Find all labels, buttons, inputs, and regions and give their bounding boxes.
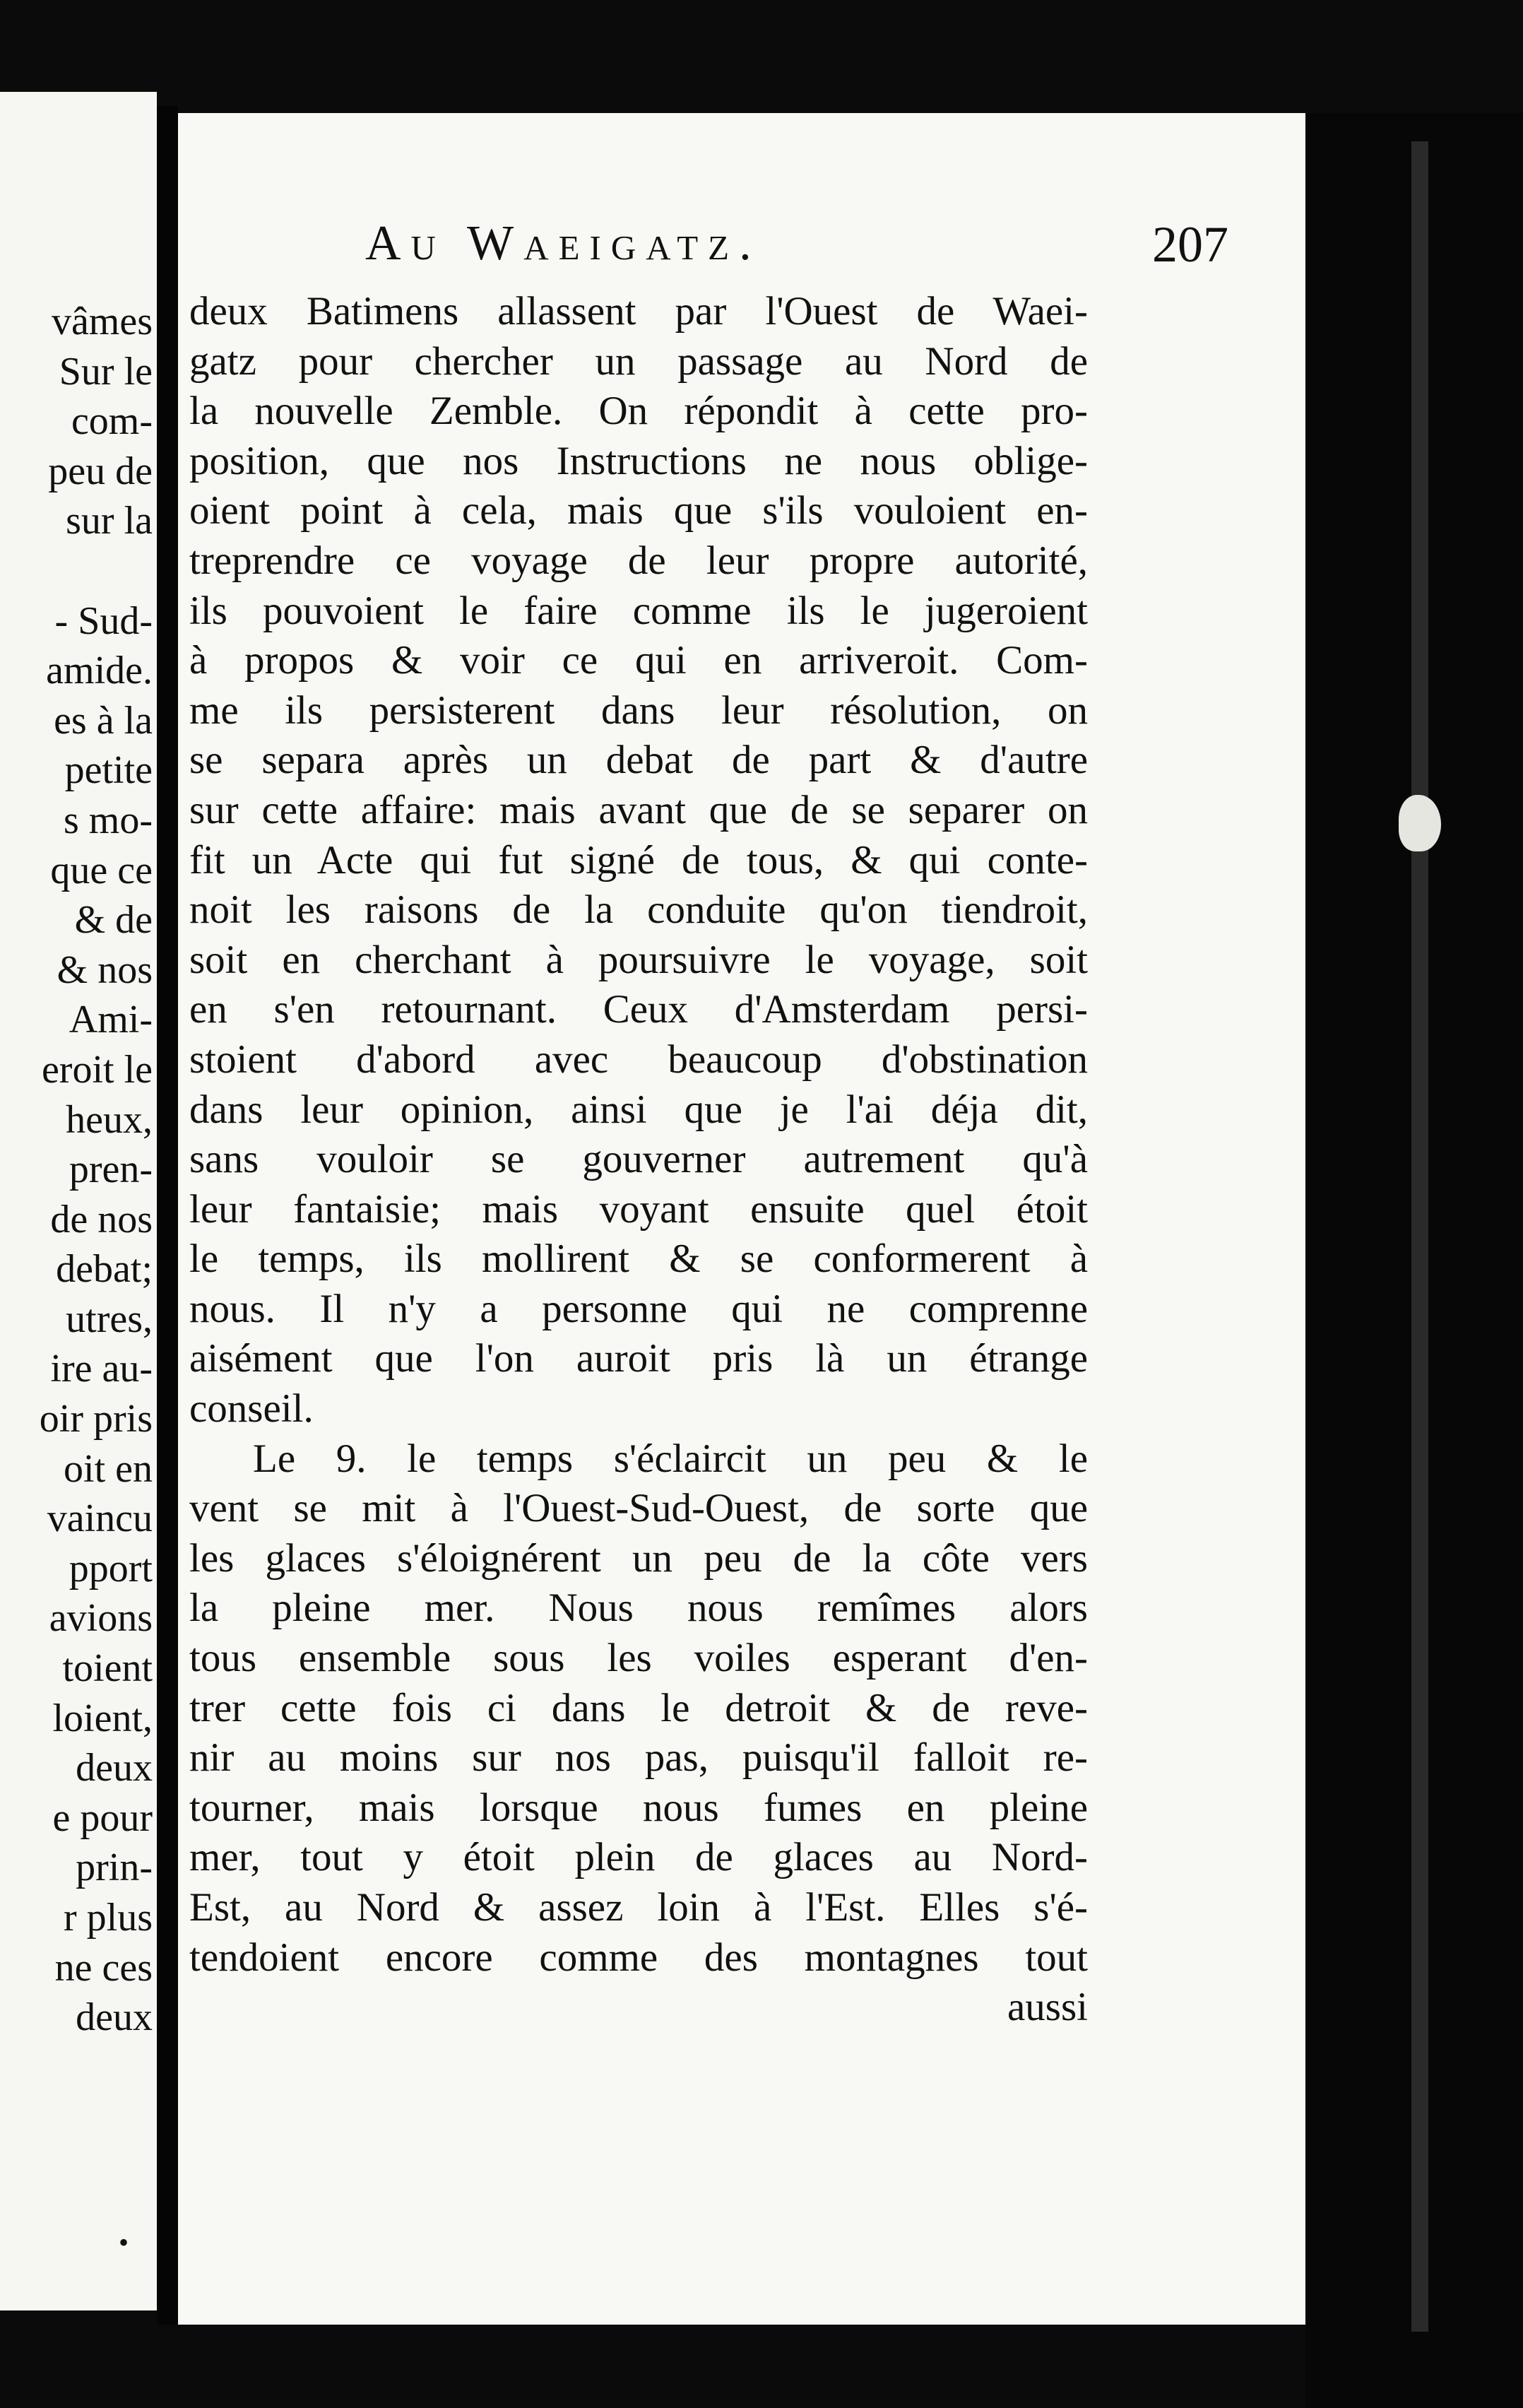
- text-line: nous. Il n'y a personne qui ne comprenne: [189, 1286, 1088, 1331]
- text-line: à propos & voir ce qui en arriveroit. Com-: [189, 638, 1088, 683]
- facing-page-line: utres,: [66, 1297, 153, 1341]
- text-line: treprendre ce voyage de leur propre autorité,: [189, 538, 1088, 583]
- text-line: se separa après un debat de part & d'autre: [189, 738, 1088, 783]
- facing-page-line: debat;: [56, 1247, 153, 1292]
- text-line: les glaces s'éloignérent un peu de la côte vers: [189, 1535, 1088, 1581]
- facing-page-line: e pour: [52, 1795, 153, 1840]
- facing-page-line: pren-: [69, 1147, 153, 1192]
- facing-page-line: deux: [76, 1746, 153, 1790]
- text-line: Est, au Nord & assez loin à l'Est. Elles s'é-: [189, 1885, 1088, 1930]
- facing-page-line: es à la: [54, 698, 153, 743]
- facing-page-line: pport: [69, 1546, 153, 1590]
- text-line: stoient d'abord avec beaucoup d'obstination: [189, 1037, 1088, 1082]
- text-line: gatz pour chercher un passage au Nord de: [189, 338, 1088, 384]
- facing-page-line: Sur le: [59, 349, 153, 394]
- facing-page-line: oit en: [64, 1446, 153, 1491]
- facing-page-line: peu de: [48, 449, 153, 493]
- facing-page-line: Ami-: [69, 998, 153, 1042]
- facing-page-line: prin-: [76, 1846, 153, 1890]
- catchword: aussi: [1007, 1985, 1088, 2030]
- page-edge-strip: [1411, 141, 1428, 2332]
- text-line: deux Batimens allassent par l'Ouest de Waei-: [189, 289, 1088, 334]
- facing-page: [0, 92, 157, 2310]
- facing-page-line: & nos: [57, 948, 153, 992]
- text-line: Le 9. le temps s'éclaircit un peu & le: [253, 1436, 1088, 1481]
- facing-page-line: heux,: [66, 1097, 153, 1142]
- book-page: [178, 113, 1305, 2325]
- facing-page-line: avions: [49, 1596, 153, 1641]
- text-line: conseil.: [189, 1386, 314, 1432]
- facing-page-line: amide.: [46, 649, 153, 693]
- facing-page-line: & de: [74, 898, 153, 943]
- text-line: le temps, ils mollirent & se conformerent à: [189, 1237, 1088, 1282]
- page-edge-shadow: [1305, 113, 1523, 2408]
- text-line: oient point à cela, mais que s'ils vouloient en-: [189, 488, 1088, 533]
- text-line: leur fantaisie; mais voyant ensuite quel étoit: [189, 1186, 1088, 1232]
- text-line: ils pouvoient le faire comme ils le jugeroient: [189, 588, 1088, 633]
- facing-page-line: [40, 546, 153, 596]
- text-line: aisément que l'on auroit pris là un étrange: [189, 1336, 1088, 1381]
- facing-page-line: que ce: [50, 848, 153, 892]
- facing-page-line: ire au-: [50, 1347, 153, 1391]
- facing-page-line: toient: [62, 1646, 153, 1691]
- text-line: sur cette affaire: mais avant que de se separer on: [189, 787, 1088, 832]
- text-line: tous ensemble sous les voiles esperant d'en-: [189, 1636, 1088, 1681]
- page-body-text: [189, 287, 1088, 2033]
- text-line: sans vouloir se gouverner autrement qu'à: [189, 1137, 1088, 1182]
- facing-page-line: s mo-: [64, 798, 153, 842]
- text-line: mer, tout y étoit plein de glaces au Nord-: [189, 1835, 1088, 1880]
- text-line: soit en cherchant à poursuivre le voyage, soit: [189, 937, 1088, 982]
- text-line: me ils persisterent dans leur résolution, on: [189, 687, 1088, 733]
- text-line: noit les raisons de la conduite qu'on tiendroit,: [189, 887, 1088, 933]
- facing-page-line: deux: [76, 1995, 153, 2040]
- facing-page-line: oir pris: [39, 1397, 153, 1441]
- page-header: [365, 216, 1228, 286]
- facing-page-line: com-: [71, 399, 153, 444]
- text-line: nir au moins sur nos pas, puisqu'il falloit re-: [189, 1735, 1088, 1781]
- facing-page-line: r plus: [64, 1896, 153, 1940]
- text-line: en s'en retournant. Ceux d'Amsterdam persi-: [189, 987, 1088, 1032]
- text-line: dans leur opinion, ainsi que je l'ai déja dit,: [189, 1087, 1088, 1132]
- text-line: fit un Acte qui fut signé de tous, & qui conte-: [189, 837, 1088, 883]
- text-line: la nouvelle Zemble. On répondit à cette pro-: [189, 389, 1088, 434]
- text-line: trer cette fois ci dans le detroit & de reve-: [189, 1685, 1088, 1730]
- text-line: la pleine mer. Nous nous remîmes alors: [189, 1586, 1088, 1631]
- text-line: tourner, mais lorsque nous fumes en pleine: [189, 1785, 1088, 1830]
- text-line: tendoient encore comme des montagnes tout: [189, 1935, 1088, 1980]
- facing-page-line: eroit le: [41, 1047, 153, 1092]
- facing-page-line: de nos: [50, 1197, 153, 1241]
- facing-page-line: loient,: [52, 1696, 153, 1740]
- facing-page-line: - Sud-: [54, 598, 153, 643]
- text-line: position, que nos Instructions ne nous oblige-: [189, 438, 1088, 483]
- facing-page-line: vâmes: [51, 300, 153, 343]
- facing-page-line: petite: [64, 748, 153, 793]
- page-number: 207: [1152, 216, 1228, 273]
- facing-page-line: ne ces: [54, 1945, 153, 1990]
- facing-page-mark: •: [118, 2226, 129, 2258]
- running-title: Au Waeigatz.: [365, 216, 762, 271]
- book-gutter: [157, 106, 178, 2325]
- paper-blot: [1399, 795, 1441, 851]
- facing-page-text: [40, 297, 153, 2043]
- facing-page-line: vaincu: [47, 1497, 153, 1541]
- facing-page-line: sur la: [66, 499, 153, 543]
- text-line: vent se mit à l'Ouest-Sud-Ouest, de sorte que: [189, 1486, 1088, 1531]
